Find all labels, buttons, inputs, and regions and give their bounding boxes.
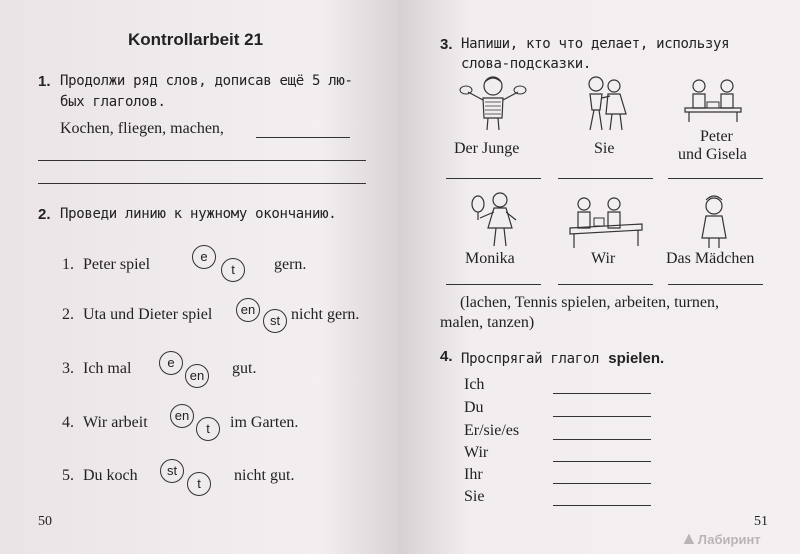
answer-line[interactable] [553, 416, 651, 417]
answer-line[interactable] [668, 178, 763, 179]
ending-circle[interactable]: t [221, 258, 245, 282]
hint-words-line2: malen, tanzen) [440, 314, 535, 331]
pronoun: Sie [464, 488, 485, 505]
answer-line[interactable] [38, 183, 366, 184]
children-drawing-illustration [683, 76, 743, 124]
ending-circle[interactable]: en [236, 298, 260, 322]
task3-instruction-line2: слова-подсказки. [461, 56, 592, 72]
exercise-item-stem: Du koch [83, 467, 138, 484]
subject-label: Monika [465, 250, 515, 267]
exercise-item-rest: nicht gern. [291, 306, 360, 323]
dancing-couple-illustration [576, 74, 636, 134]
page-number: 51 [754, 514, 768, 529]
exercise-item-stem: Wir arbeit [83, 414, 148, 431]
exercise-item-number: 1. [62, 256, 74, 273]
answer-line[interactable] [668, 284, 763, 285]
task4-instruction [461, 348, 664, 367]
answer-line[interactable] [553, 439, 651, 440]
subject-label: und Gisela [678, 146, 747, 163]
answer-line[interactable] [38, 160, 366, 161]
ending-circle[interactable]: t [196, 417, 220, 441]
pronoun: Wir [464, 444, 489, 461]
subject-label: Das Mädchen [666, 250, 755, 267]
ending-circle[interactable]: t [187, 472, 211, 496]
answer-line[interactable] [553, 461, 651, 462]
right-page [398, 0, 800, 554]
exercise-item-rest: im Garten. [230, 414, 299, 431]
page-number: 50 [38, 514, 52, 529]
pronoun: Du [464, 399, 484, 416]
ending-circle[interactable]: st [160, 459, 184, 483]
task3-number: 3. [440, 36, 453, 53]
answer-line[interactable] [558, 178, 653, 179]
task4-period: . [659, 350, 665, 367]
ending-circle[interactable]: en [185, 364, 209, 388]
exercise-item-stem: Ich mal [83, 360, 132, 377]
subject-label: Der Junge [454, 140, 520, 157]
girl-tennis-illustration [470, 190, 526, 250]
task1-instruction-line1: Продолжи ряд слов, дописав ещё 5 лю- [60, 73, 353, 89]
pronoun: Ihr [464, 466, 483, 483]
page-title: Kontrollarbeit 21 [128, 30, 264, 49]
task3-instruction-line1: Напиши, кто что делает, используя [461, 36, 730, 52]
task4-verb: spielen [608, 350, 660, 367]
ending-circle[interactable]: e [192, 245, 216, 269]
logo-text: Лабиринт [697, 532, 761, 547]
logo-icon: ▲ [680, 528, 698, 548]
exercise-item-number: 3. [62, 360, 74, 377]
answer-line[interactable] [553, 393, 651, 394]
left-page [0, 0, 398, 554]
answer-line[interactable] [553, 483, 651, 484]
task2-instruction: Проведи линию к нужному окончанию. [60, 206, 337, 222]
answer-line[interactable] [553, 505, 651, 506]
publisher-logo [680, 528, 761, 549]
ending-circle[interactable]: st [263, 309, 287, 333]
exercise-item-rest: nicht gut. [234, 467, 295, 484]
girl-illustration [696, 194, 732, 250]
exercise-item-number: 2. [62, 306, 74, 323]
exercise-item-rest: gut. [232, 360, 257, 377]
answer-line[interactable] [558, 284, 653, 285]
answer-line[interactable] [446, 284, 541, 285]
exercise-item-number: 5. [62, 467, 74, 484]
people-working-illustration [568, 194, 644, 250]
task4-text: Проспрягай глагол [461, 351, 600, 367]
task4-number: 4. [440, 348, 453, 365]
answer-line[interactable] [256, 137, 350, 138]
exercise-item-number: 4. [62, 414, 74, 431]
exercise-item-stem: Uta und Dieter spiel [83, 306, 213, 323]
ending-circle[interactable]: e [159, 351, 183, 375]
ending-circle[interactable]: en [170, 404, 194, 428]
pronoun: Ich [464, 376, 485, 393]
answer-line[interactable] [446, 178, 541, 179]
boy-laughing-illustration [458, 72, 528, 132]
task1-instruction-line2: бых глаголов. [60, 94, 166, 110]
task1-number: 1. [38, 73, 51, 90]
pronoun: Er/sie/es [464, 422, 520, 439]
subject-label: Wir [591, 250, 616, 267]
exercise-item-stem: Peter spiel [83, 256, 151, 273]
task1-example: Kochen, fliegen, machen, [60, 120, 224, 137]
hint-words-line1: (lachen, Tennis spielen, arbeiten, turnen, [460, 294, 719, 311]
exercise-item-rest: gern. [274, 256, 307, 273]
task2-number: 2. [38, 206, 51, 223]
subject-label: Sie [594, 140, 615, 157]
subject-label: Peter [700, 128, 733, 145]
